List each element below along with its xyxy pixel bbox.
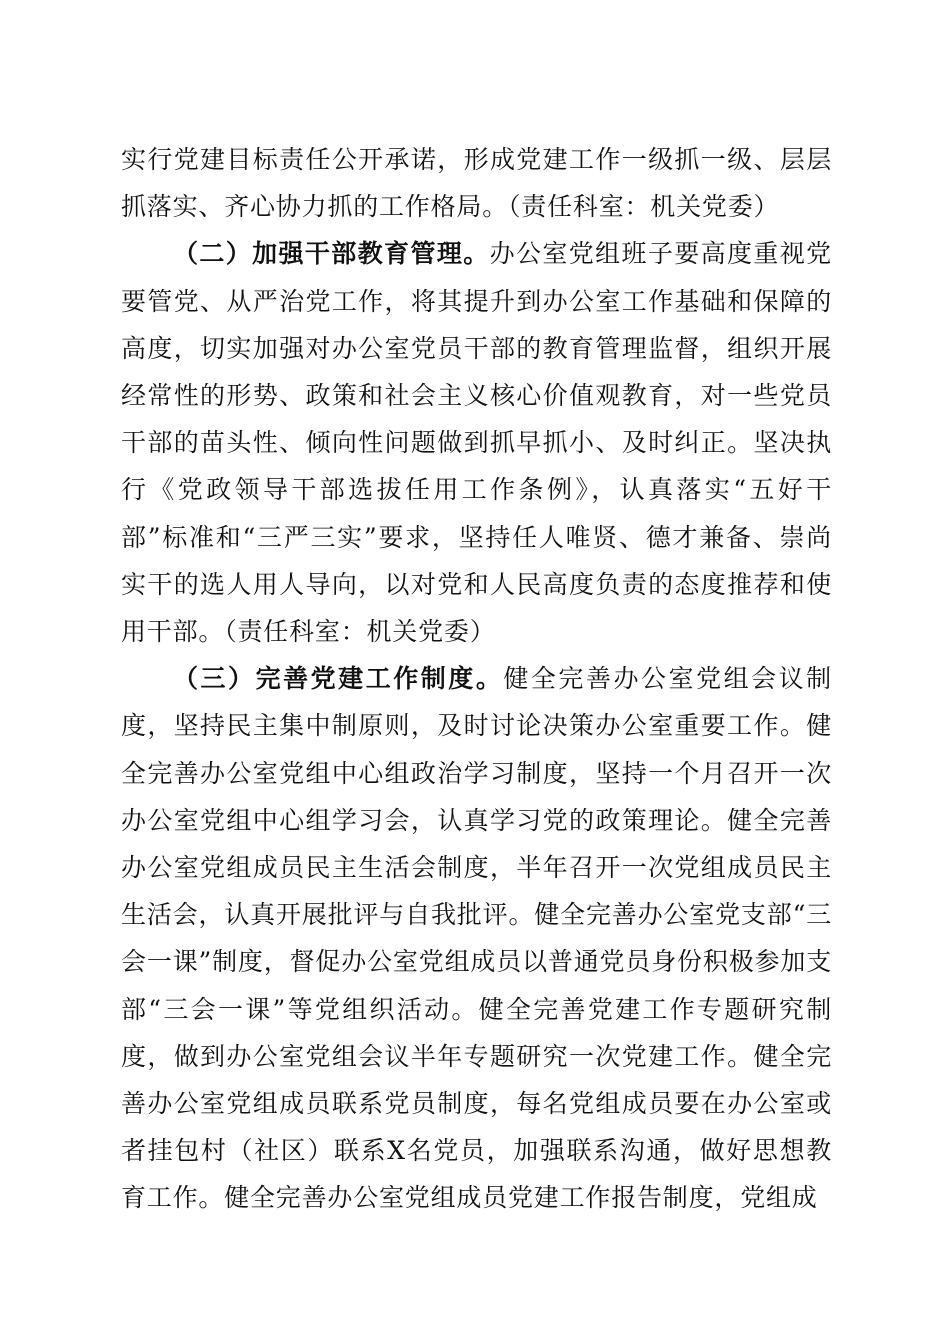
paragraph-continuation (121, 136, 832, 230)
document-body (121, 136, 832, 1222)
paragraph-body: 办公室党组班子要高度重视党要管党、从严治党工作，将其提升到办公室工作基础和保障的高度，切实加强对办公室党员干部的教育管理监督，组织开展经常性的形势、政策和社会主义核心价值观教育，对一些党员干部的苗头性、倾向性问题做到抓早抓小、及时纠正。坚决执行《党政领导干部选拔任用工作条例》，认真落实“五好干部”标准和“三严三实”要求，坚持任人唯贤、德才兼备、崇尚实干的选人用人导向，以对党和人民高度负责的态度推荐和使用干部。（责任科室：机关党委） (121, 239, 832, 647)
paragraph-party-system (121, 655, 832, 1221)
section-heading-3: （三）完善党建工作制度。 (173, 664, 504, 694)
paragraph-body: 健全完善办公室党组会议制度，坚持民主集中制原则，及时讨论决策办公室重要工作。健全完善办公室党组中心组政治学习制度，坚持一个月召开一次办公室党组中心组学习会，认真学习党的政策理论。健全完善办公室党组成员民主生活会制度，半年召开一次党组成员民主生活会，认真开展批评与自我批评。健全完善办公室党支部“三会一课”制度，督促办公室党组成员以普通党员身份积极参加支部“三会一课”等党组织活动。健全完善党建工作专题研究制度，做到办公室党组会议半年专题研究一次党建工作。健全完善办公室党组成员联系党员制度，每名党组成员要在办公室或者挂包村（社区）联系X名党员，加强联系沟通，做好思想教育工作。健全完善办公室党组成员党建工作报告制度，党组成 (121, 664, 832, 1213)
paragraph-cadre-education (121, 230, 832, 655)
section-heading-2: （二）加强干部教育管理。 (173, 239, 490, 269)
paragraph-body: 实行党建目标责任公开承诺，形成党建工作一级抓一级、层层抓落实、齐心协力抓的工作格局。（责任科室：机关党委） (121, 145, 832, 222)
